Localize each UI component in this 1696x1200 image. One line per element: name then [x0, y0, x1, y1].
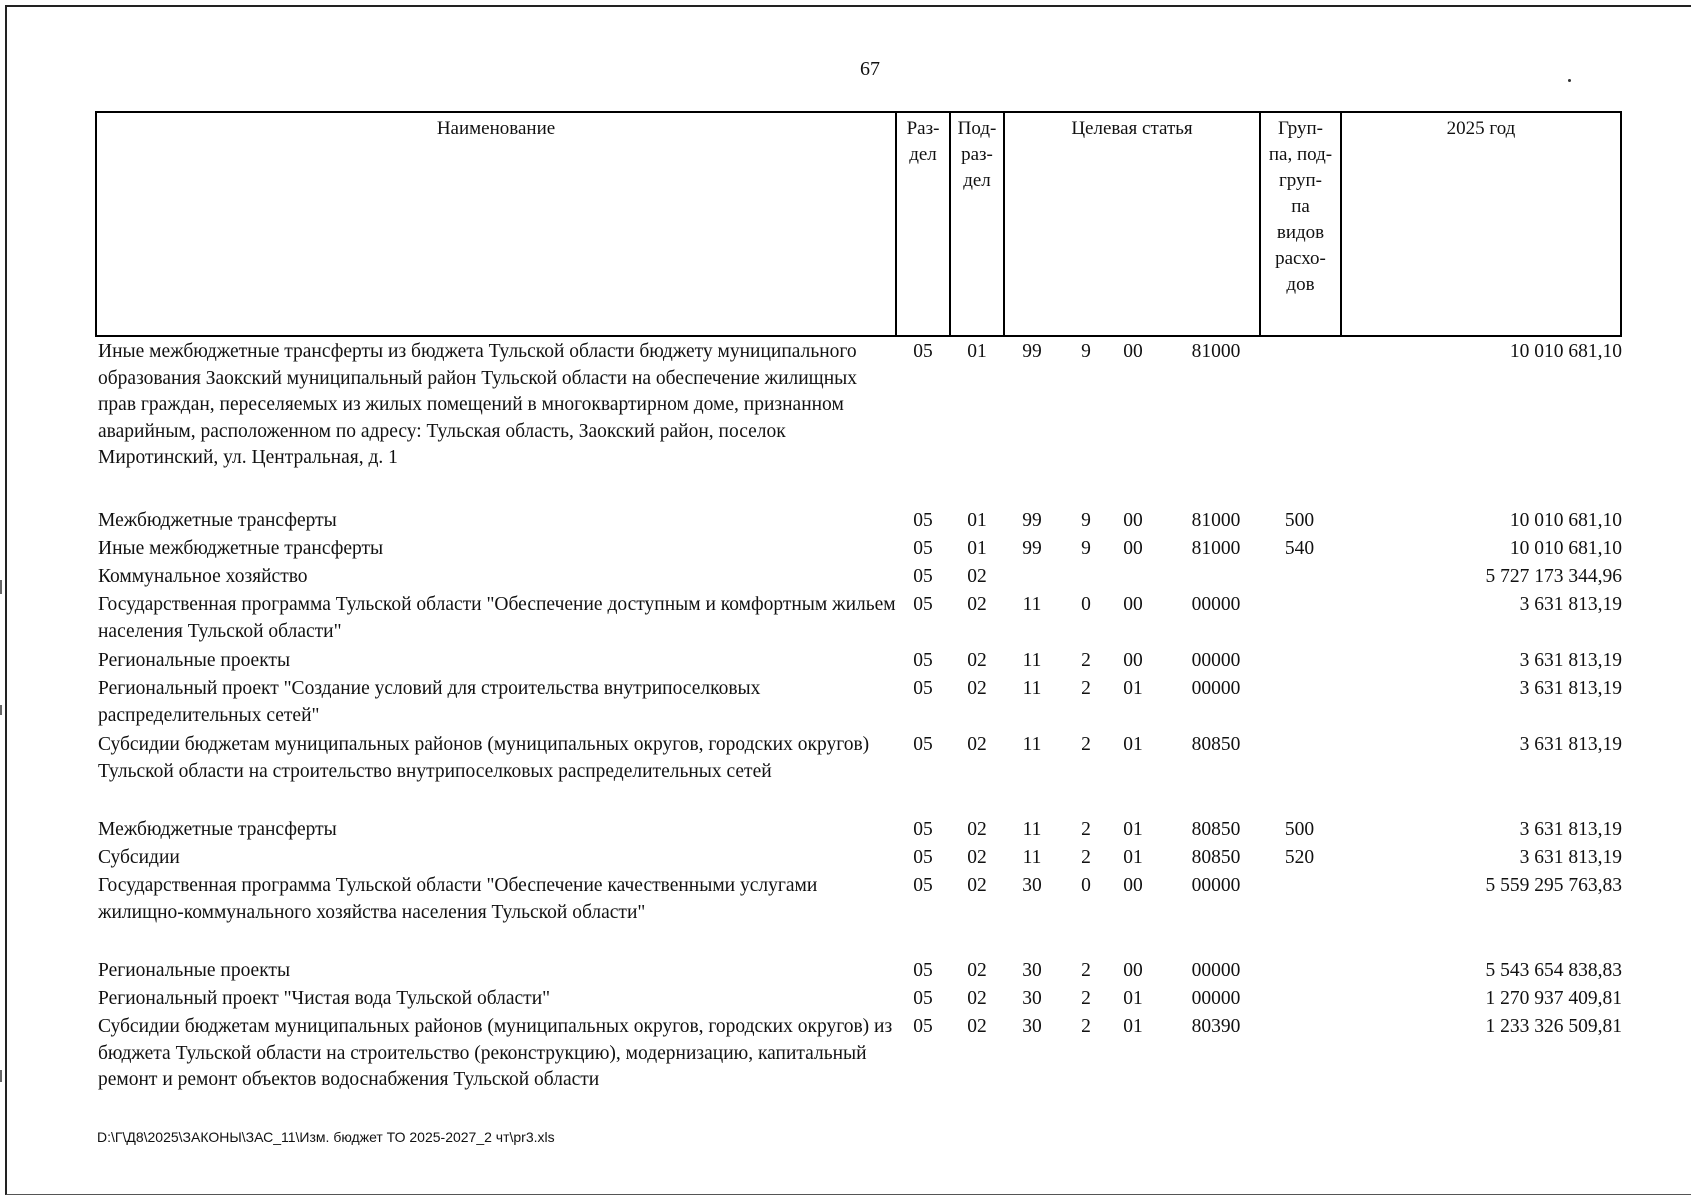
row-t2: 2: [1081, 847, 1091, 868]
scan-edge-mark: [0, 580, 2, 594]
row-t1: 11: [1022, 678, 1042, 699]
row-t2: 2: [1081, 734, 1091, 755]
row-t1: 30: [1022, 875, 1042, 896]
scan-edge-mark: [0, 705, 2, 715]
row-name: Субсидии бюджетам муниципальных районов (муниципальных округов, городских округов) Тульской области на строительство внутрипоселковых распределительных сетей: [98, 734, 870, 782]
row-rz: 05: [913, 510, 933, 531]
row-t4: 81000: [1191, 538, 1241, 559]
row-name: Коммунальное хозяйство: [98, 566, 308, 587]
row-gr: 500: [1284, 819, 1315, 840]
row-amount: 10 010 681,10: [1509, 510, 1622, 531]
row-t3: 00: [1123, 875, 1143, 896]
row-t4: 00000: [1191, 594, 1241, 615]
row-pr: 02: [967, 960, 987, 981]
row-t3: 01: [1123, 678, 1143, 699]
row-t1: 99: [1022, 341, 1042, 362]
row-t3: 01: [1123, 819, 1143, 840]
row-t4: 80850: [1191, 847, 1241, 868]
header-razdel: Раз- дел: [897, 113, 951, 335]
row-name: Государственная программа Тульской области "Обеспечение доступным и комфортным жильем населения Тульской области": [98, 594, 896, 642]
header-target: Целевая статья: [1005, 113, 1261, 335]
file-path-footer: D:\Г\Д8\2025\ЗАКОНЫ\ЗАС_11\Изм. бюджет ТО 2025-2027_2 чт\pr3.xls: [97, 1129, 555, 1145]
row-name: Субсидии бюджетам муниципальных районов (муниципальных округов, городских округов) из бюджета Тульской области на строительство (реконструкцию), модернизацию, капитальный ремонт и ремонт объектов водоснабжения Тульской области: [98, 1016, 893, 1090]
page-number: 67: [860, 58, 880, 80]
row-pr: 02: [967, 875, 987, 896]
row-pr: 02: [967, 847, 987, 868]
header-group: Груп- па, под- груп- па видов расхо- дов: [1261, 113, 1342, 335]
row-gr: 520: [1284, 847, 1315, 868]
header-podrazdel: Под- раз- дел: [951, 113, 1005, 335]
row-rz: 05: [913, 341, 933, 362]
row-t4: 00000: [1191, 988, 1241, 1009]
row-t4: 81000: [1191, 341, 1241, 362]
row-gr: 500: [1284, 510, 1315, 531]
row-t2: 9: [1081, 341, 1091, 362]
row-t2: 2: [1081, 650, 1091, 671]
row-t1: 30: [1022, 1016, 1042, 1037]
row-rz: 05: [913, 566, 933, 587]
row-pr: 02: [967, 594, 987, 615]
header-name: Наименование: [97, 113, 897, 335]
row-pr: 02: [967, 734, 987, 755]
row-name: Межбюджетные трансферты: [98, 819, 337, 840]
row-name: Региональные проекты: [98, 650, 291, 671]
row-pr: 02: [967, 650, 987, 671]
row-name: Субсидии: [98, 847, 180, 868]
row-amount: 3 631 813,19: [1519, 594, 1622, 615]
row-amount: 5 727 173 344,96: [1485, 566, 1622, 587]
row-amount: 3 631 813,19: [1519, 650, 1622, 671]
row-rz: 05: [913, 594, 933, 615]
row-t2: 2: [1081, 960, 1091, 981]
row-t1: 30: [1022, 988, 1042, 1009]
row-t1: 11: [1022, 819, 1042, 840]
row-t1: 11: [1022, 594, 1042, 615]
row-rz: 05: [913, 678, 933, 699]
row-amount: 3 631 813,19: [1519, 819, 1622, 840]
row-amount: 3 631 813,19: [1519, 678, 1622, 699]
row-t4: 81000: [1191, 510, 1241, 531]
row-name: Иные межбюджетные трансферты: [98, 538, 384, 559]
row-t1: 11: [1022, 734, 1042, 755]
row-t3: 00: [1123, 960, 1143, 981]
row-t4: 00000: [1191, 650, 1241, 671]
row-gr: 540: [1284, 538, 1315, 559]
row-amount: 3 631 813,19: [1519, 847, 1622, 868]
row-rz: 05: [913, 988, 933, 1009]
row-name: Иные межбюджетные трансферты из бюджета Тульской области бюджету муниципального образования Заокский муниципальный район Тульской области на обеспечение жилищных прав граждан, переселяемых из жилых помещений в многоквартирном доме, признанном аварийным, расположенном по адресу: Тульская область, Заокский район, поселок Миротинский, ул. Центральная, д. 1: [98, 341, 857, 468]
row-amount: 1 233 326 509,81: [1485, 1016, 1622, 1037]
row-t3: 01: [1123, 1016, 1143, 1037]
row-pr: 02: [967, 566, 987, 587]
row-rz: 05: [913, 1016, 933, 1037]
row-amount: 1 270 937 409,81: [1485, 988, 1622, 1009]
row-t2: 0: [1081, 875, 1091, 896]
row-t4: 80850: [1191, 734, 1241, 755]
row-rz: 05: [913, 847, 933, 868]
row-t2: 9: [1081, 538, 1091, 559]
header-year: 2025 год: [1446, 118, 1516, 139]
row-t3: 00: [1123, 510, 1143, 531]
row-t3: 01: [1123, 734, 1143, 755]
row-t1: 30: [1022, 960, 1042, 981]
row-rz: 05: [913, 650, 933, 671]
row-amount: 3 631 813,19: [1519, 734, 1622, 755]
row-t2: 2: [1081, 819, 1091, 840]
row-pr: 02: [967, 988, 987, 1009]
row-rz: 05: [913, 960, 933, 981]
row-pr: 02: [967, 678, 987, 699]
row-t3: 01: [1123, 847, 1143, 868]
row-amount: 10 010 681,10: [1509, 341, 1622, 362]
row-t3: 00: [1123, 341, 1143, 362]
row-amount: 5 559 295 763,83: [1485, 875, 1622, 896]
row-amount: 10 010 681,10: [1509, 538, 1622, 559]
row-rz: 05: [913, 538, 933, 559]
row-t3: 01: [1123, 988, 1143, 1009]
row-pr: 01: [967, 510, 987, 531]
row-t2: 2: [1081, 678, 1091, 699]
row-rz: 05: [913, 875, 933, 896]
row-t2: 2: [1081, 988, 1091, 1009]
row-pr: 02: [967, 819, 987, 840]
row-t4: 80850: [1191, 819, 1241, 840]
row-name: Региональные проекты: [98, 960, 291, 981]
row-t3: 00: [1123, 594, 1143, 615]
row-pr: 01: [967, 538, 987, 559]
row-t1: 11: [1022, 847, 1042, 868]
row-t1: 11: [1022, 650, 1042, 671]
row-name: Региональный проект "Создание условий для строительства внутрипоселковых распределительных сетей": [98, 678, 761, 726]
row-amount: 5 543 654 838,83: [1485, 960, 1622, 981]
row-t4: 00000: [1191, 678, 1241, 699]
table-header: [95, 111, 1622, 337]
row-pr: 02: [967, 1016, 987, 1037]
scan-edge-mark: [0, 1070, 2, 1082]
row-pr: 01: [967, 341, 987, 362]
row-name: Межбюджетные трансферты: [98, 510, 337, 531]
row-t2: 0: [1081, 594, 1091, 615]
row-t4: 00000: [1191, 875, 1241, 896]
row-t2: 2: [1081, 1016, 1091, 1037]
row-t3: 00: [1123, 538, 1143, 559]
row-t1: 99: [1022, 538, 1042, 559]
row-rz: 05: [913, 734, 933, 755]
row-name: Региональный проект "Чистая вода Тульской области": [98, 988, 551, 1009]
row-t3: 00: [1123, 650, 1143, 671]
row-rz: 05: [913, 819, 933, 840]
row-t1: 99: [1022, 510, 1042, 531]
row-t4: 00000: [1191, 960, 1241, 981]
row-t4: 80390: [1191, 1016, 1241, 1037]
row-t2: 9: [1081, 510, 1091, 531]
row-name: Государственная программа Тульской области "Обеспечение качественными услугами жилищно-коммунального хозяйства населения Тульской области": [98, 875, 818, 923]
